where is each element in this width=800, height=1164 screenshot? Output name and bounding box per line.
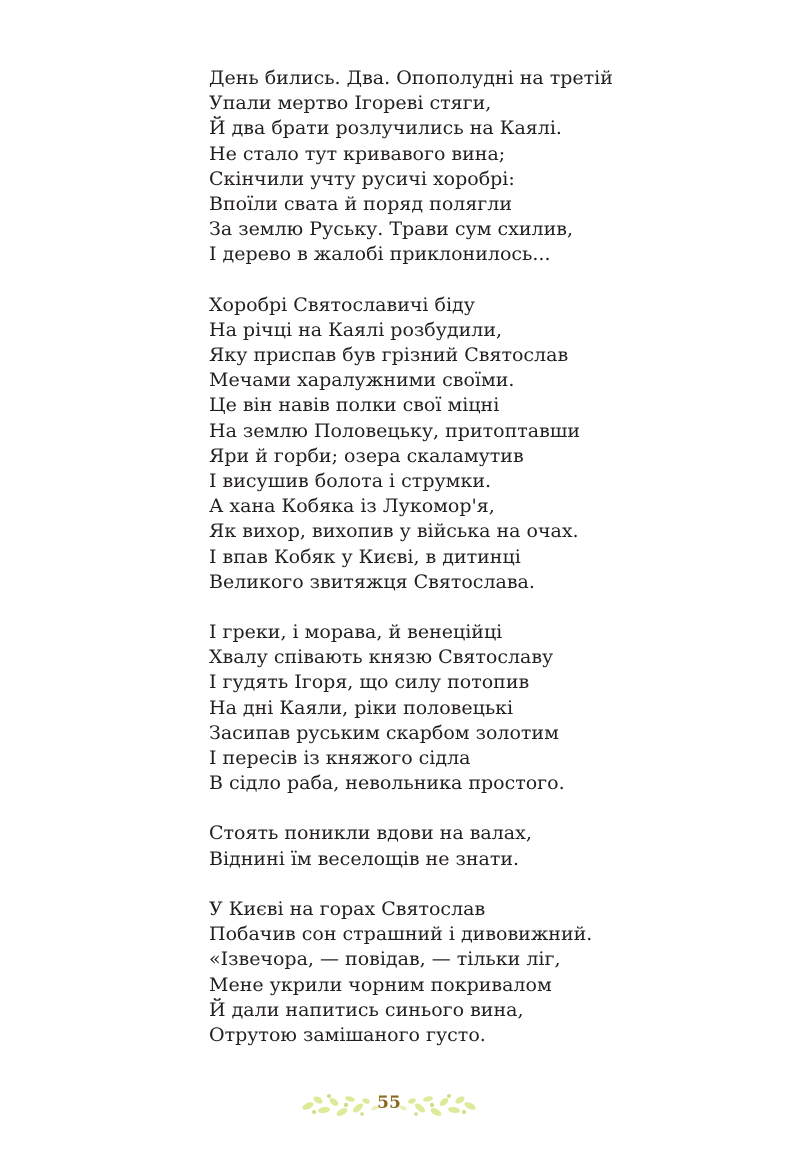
poem-line: І дерево в жалобі приклонилось...	[209, 243, 551, 266]
poem-line: День бились. Два. Опополудні на третій	[209, 67, 613, 89]
poem-line: Це він навів полки свої міцні	[209, 394, 500, 417]
stanza	[209, 821, 769, 871]
poem-line: Стоять поникли вдови на валах,	[209, 822, 532, 845]
poem-line: Отрутою замішаного густо.	[209, 1023, 486, 1046]
poem-line: Скінчили учту русичі хоробрі:	[209, 167, 515, 190]
poem-text	[209, 66, 769, 1073]
poem-line: У Києві на горах Святослав	[209, 897, 486, 920]
poem-line: Хоробрі Святославичі біду	[209, 293, 475, 316]
page-footer	[300, 1086, 478, 1122]
poem-line: Віднині їм веселощів не знати.	[209, 847, 520, 870]
poem-line: Й два брати розлучились на Каялі.	[209, 117, 562, 140]
poem-line: Хвалу співають князю Святославу	[209, 646, 554, 669]
poem-line: Як вихор, вихопив у війська на очах.	[209, 520, 579, 543]
poem-line: Яри й горби; озера скаламутив	[209, 444, 524, 467]
stanza	[209, 897, 769, 1048]
poem-line: Упали мертво Ігореві стяги,	[209, 92, 492, 115]
poem-line: І греки, і морава, й венеційці	[209, 621, 503, 644]
poem-line: Мене укрили чорним покривалом	[209, 973, 552, 996]
poem-line: Мечами харалужними своїми.	[209, 369, 515, 392]
stanza	[209, 66, 769, 268]
poem-line: За землю Руську. Трави сум схилив,	[209, 218, 574, 241]
poem-line: Впоїли свата й поряд полягли	[209, 193, 512, 216]
poem-line: На дні Каяли, ріки половецькі	[209, 696, 514, 719]
poem-line: І висушив болота і струмки.	[209, 470, 492, 493]
poem-line: І гудять Ігоря, що силу потопив	[209, 671, 530, 694]
poem-line: На землю Половецьку, притоптавши	[209, 419, 581, 442]
poem-line: І пересів із княжого сідла	[209, 747, 471, 770]
poem-line: Великого звитяжця Святослава.	[209, 570, 535, 593]
page-number: 55	[377, 1093, 401, 1113]
poem-line: В сідло раба, невольника простого.	[209, 772, 565, 795]
poem-line: І впав Кобяк у Києві, в дитинці	[209, 545, 521, 568]
poem-line: А хана Кобяка із Лукомор'я,	[209, 495, 495, 518]
poem-line: Яку приспав був грізний Святослав	[209, 344, 569, 367]
poem-line: Й дали напитись синього вина,	[209, 998, 524, 1021]
stanza	[209, 293, 769, 595]
poem-line: Не стало тут кривавого вина;	[209, 142, 506, 165]
poem-line: «Ізвечора, — повідав, — тільки ліг,	[209, 948, 561, 971]
stanza	[209, 620, 769, 796]
poem-line: Засипав руським скарбом золотим	[209, 721, 559, 744]
poem-line: На річці на Каялі розбудили,	[209, 318, 503, 341]
poem-line: Побачив сон страшний і дивовижний.	[209, 923, 593, 946]
